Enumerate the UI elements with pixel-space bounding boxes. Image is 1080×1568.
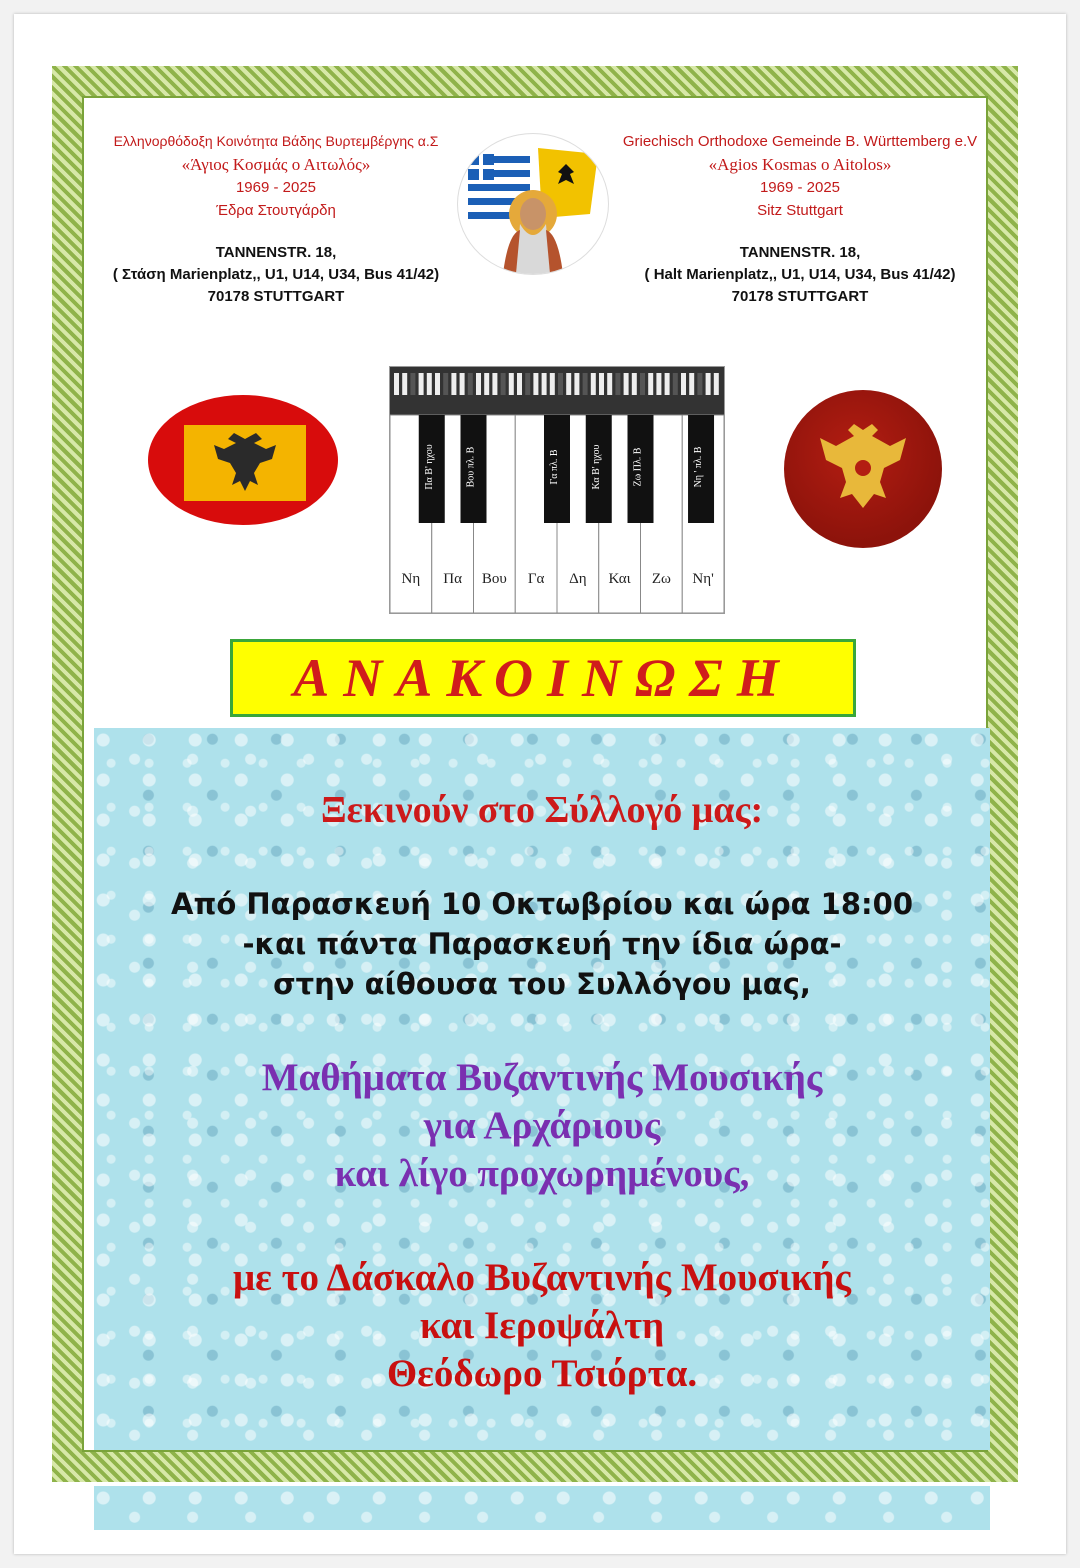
header-left-saint: «Άγιος Κοσμάς ο Αιτωλός» [181, 155, 371, 174]
white-key-label: Και [608, 571, 631, 587]
announcement-title: ΑΝΑΚΟΙΝΩΣΗ [293, 648, 793, 708]
black-key-label: Πα Β' ηχου [423, 444, 435, 490]
water-droplet-background-page2 [94, 1486, 990, 1530]
teacher-block [94, 1254, 990, 1398]
schedule-block [94, 884, 990, 1004]
header-left [96, 130, 456, 222]
mini-key [468, 373, 473, 395]
black-key-label: Ζω Πλ. Β [632, 447, 644, 487]
header-right [608, 130, 992, 222]
mini-key [665, 373, 670, 395]
mini-key [402, 373, 407, 395]
flag-yellow-field [184, 425, 306, 501]
course-line-2: για Αρχάριους [423, 1104, 661, 1147]
community-logo [458, 134, 608, 274]
mini-key [443, 373, 448, 395]
white-key-label: Δη [569, 571, 587, 587]
schedule-line-1: Από Παρασκευή 10 Οκτωβρίου και ώρα 18:00 [171, 887, 913, 921]
course-line-3: και λίγο προχωρημένους, [334, 1152, 750, 1195]
white-key-label: Νη' [692, 571, 714, 587]
mini-key [681, 373, 686, 395]
header-left-years: 1969 - 2025 [235, 179, 317, 196]
address-right [610, 242, 990, 308]
byzantine-flag-emblem-left [148, 395, 338, 525]
schedule-line-2: -και πάντα Παρασκευή την ίδια ώρα- [242, 927, 842, 961]
address-right-city: 70178 STUTTGART [731, 288, 869, 305]
mini-key [451, 373, 456, 395]
mini-key [599, 373, 604, 395]
mini-key [501, 373, 506, 395]
header-right-years: 1969 - 2025 [759, 179, 841, 196]
mini-key [632, 373, 637, 395]
header-right-saint: «Agios Kosmas o Aitolos» [708, 155, 892, 174]
mini-key [714, 373, 719, 395]
byzantine-eagle-roundel [784, 390, 942, 548]
address-left-city: 70178 STUTTGART [207, 288, 345, 305]
mini-key [689, 373, 694, 395]
mini-key [574, 373, 579, 395]
announcement-banner [230, 639, 856, 717]
mini-key [492, 373, 497, 395]
mini-key [566, 373, 571, 395]
address-left-street: TANNENSTR. 18, [215, 244, 337, 261]
teacher-line-1: με το Δάσκαλο Βυζαντινής Μουσικής [233, 1256, 851, 1299]
black-key-label: Γα πλ. Β [549, 449, 560, 485]
teacher-line-2: και Ιεροψάλτη [419, 1304, 665, 1347]
teacher-line-3: Θεόδωρο Τσιόρτα. [386, 1352, 698, 1395]
mini-key [550, 373, 555, 395]
mini-key [583, 373, 588, 395]
mini-key [525, 373, 530, 395]
white-key-label: Βου [481, 571, 507, 587]
course-line-1: Μαθήματα Βυζαντινής Μουσικής [261, 1056, 823, 1099]
mini-key [648, 373, 653, 395]
mini-key [591, 373, 596, 395]
mini-key [427, 373, 432, 395]
mini-key [640, 373, 645, 395]
mini-key [615, 373, 620, 395]
header-right-seat: Sitz Stuttgart [757, 202, 843, 219]
mini-key [558, 373, 563, 395]
header-right-org: Griechisch Orthodoxe Gemeinde B. Württemberg e.V [622, 133, 978, 150]
mini-key [624, 373, 629, 395]
double-headed-eagle-icon [184, 425, 306, 501]
black-key-label: Κα Β' ηχου [590, 444, 602, 490]
address-right-stop: ( Halt Marienplatz,, U1, U14, U34, Bus 41/42) [644, 266, 956, 283]
address-left-stop: ( Στάση Marienplatz,, U1, U14, U34, Bus 41/42) [112, 266, 440, 283]
mini-key [394, 373, 399, 395]
white-key-label: Νη [401, 571, 421, 587]
headline: Ξεκινούν στο Σύλλογό μας: [320, 789, 764, 831]
mini-key [542, 373, 547, 395]
address-left [86, 242, 466, 308]
mini-key [484, 373, 489, 395]
course-block [94, 1054, 990, 1198]
mini-key [476, 373, 481, 395]
white-key-label: Ζω [651, 571, 671, 587]
black-key-label: Νη ' πλ. Β [693, 446, 705, 488]
mini-key [460, 373, 465, 395]
schedule-line-3: στην αίθουσα του Συλλόγου μας, [273, 967, 811, 1001]
mini-key [410, 373, 415, 395]
saint-icon [503, 190, 563, 274]
header-left-org: Ελληνορθόδοξη Κοινότητα Βάδης Βυρτεμβέργης α.Σ [113, 133, 439, 149]
black-key-label: Βου πλ. Β [465, 446, 477, 488]
mini-key [656, 373, 661, 395]
mini-key [517, 373, 522, 395]
mini-key [607, 373, 612, 395]
mini-key [697, 373, 702, 395]
white-key-label: Πα [443, 571, 462, 587]
mini-key [706, 373, 711, 395]
mini-key [419, 373, 424, 395]
white-key-label: Γα [527, 571, 545, 587]
piano-keyboard-illustration [389, 366, 725, 614]
mini-key [533, 373, 538, 395]
mini-key [509, 373, 514, 395]
header-left-seat: Έδρα Στουτγάρδη [216, 202, 336, 219]
golden-eagle-icon [784, 390, 942, 548]
mini-key [435, 373, 440, 395]
address-right-street: TANNENSTR. 18, [739, 244, 861, 261]
mini-key [673, 373, 678, 395]
